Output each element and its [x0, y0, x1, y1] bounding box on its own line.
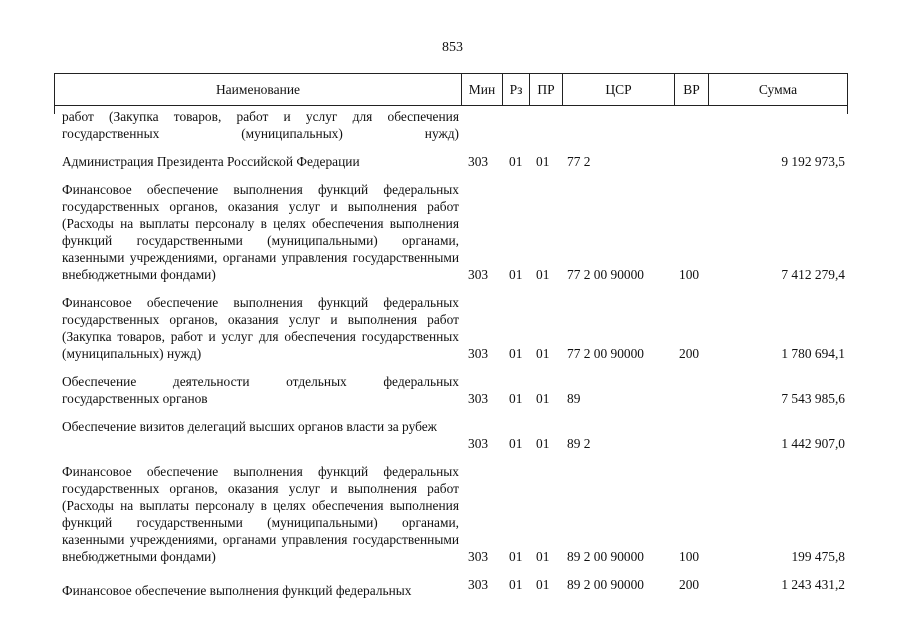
table-border-right: [847, 106, 848, 114]
row-pr: 01: [536, 267, 550, 282]
header-vr: ВР: [683, 82, 700, 97]
row-sum: 7 412 279,4: [781, 267, 845, 282]
row-pr: 01: [536, 346, 550, 361]
page-number: 853: [442, 40, 463, 55]
row-min: 303: [468, 549, 489, 564]
header-min: Мин: [468, 82, 496, 97]
row-csr: 77 2 00 90000: [567, 267, 644, 282]
row-name: Обеспечение визитов делегаций высших органов власти за рубеж: [62, 419, 437, 434]
header-sum: Сумма: [758, 82, 798, 97]
row-min: 303: [468, 391, 489, 406]
row-pr: 01: [536, 154, 550, 169]
row-sum: 9 192 973,5: [781, 154, 845, 169]
header-pr: ПР: [537, 82, 555, 97]
row-name: Обеспечение деятельности отдельных федеральных государственных органов: [62, 374, 459, 406]
row-vr: 100: [679, 267, 700, 282]
row-csr: 89 2 00 90000: [567, 577, 644, 592]
row-csr: 77 2: [567, 154, 591, 169]
row-name: работ (Закупка товаров, работ и услуг для обеспечения государственных (муниципальных) нужд): [62, 109, 459, 141]
row-pr: 01: [536, 549, 550, 564]
header-name: Наименование: [215, 82, 301, 97]
table-border-left: [54, 106, 55, 114]
row-csr: 77 2 00 90000: [567, 346, 644, 361]
row-vr: 100: [679, 549, 700, 564]
row-csr: 89 2: [567, 436, 591, 451]
row-min: 303: [468, 267, 489, 282]
table-header: [54, 73, 848, 106]
row-sum: 1 780 694,1: [781, 346, 845, 361]
row-name: Финансовое обеспечение выполнения функций федеральных государственных органов, оказания услуг и выполнения работ (Расходы на выплаты персоналу в целях обеспечения выполнения функций государственными (муниципальными) органами, казенными учреждениями, органами управления государственными внебюджетными фондами): [62, 464, 459, 564]
row-sum: 7 543 985,6: [781, 391, 845, 406]
row-sum: 199 475,8: [791, 549, 845, 564]
header-rz: Рз: [509, 82, 523, 97]
row-pr: 01: [536, 577, 550, 592]
row-name: Администрация Президента Российской Федерации: [62, 154, 360, 169]
row-rz: 01: [509, 391, 523, 406]
row-rz: 01: [509, 154, 523, 169]
row-rz: 01: [509, 577, 523, 592]
header-csr: ЦСР: [605, 82, 632, 97]
row-min: 303: [468, 154, 489, 169]
row-min: 303: [468, 577, 489, 592]
row-name: Финансовое обеспечение выполнения функций федеральных: [62, 583, 412, 598]
row-csr: 89: [567, 391, 581, 406]
row-vr: 200: [679, 577, 700, 592]
row-min: 303: [468, 436, 489, 451]
row-csr: 89 2 00 90000: [567, 549, 644, 564]
row-pr: 01: [536, 436, 550, 451]
row-name: Финансовое обеспечение выполнения функций федеральных государственных органов, оказания услуг и выполнения работ (Расходы на выплаты персоналу в целях обеспечения выполнения функций государственными (муниципальными) органами, казенными учреждениями, органами управления государственными внебюджетными фондами): [62, 182, 459, 282]
row-rz: 01: [509, 549, 523, 564]
row-rz: 01: [509, 346, 523, 361]
row-pr: 01: [536, 391, 550, 406]
row-rz: 01: [509, 436, 523, 451]
row-sum: 1 442 907,0: [781, 436, 845, 451]
row-vr: 200: [679, 346, 700, 361]
row-name: Финансовое обеспечение выполнения функций федеральных государственных органов, оказания услуг и выполнения работ (Закупка товаров, работ и услуг для обеспечения государственных (муниципальных) нужд): [62, 295, 459, 361]
row-rz: 01: [509, 267, 523, 282]
row-sum: 1 243 431,2: [781, 577, 845, 592]
row-min: 303: [468, 346, 489, 361]
